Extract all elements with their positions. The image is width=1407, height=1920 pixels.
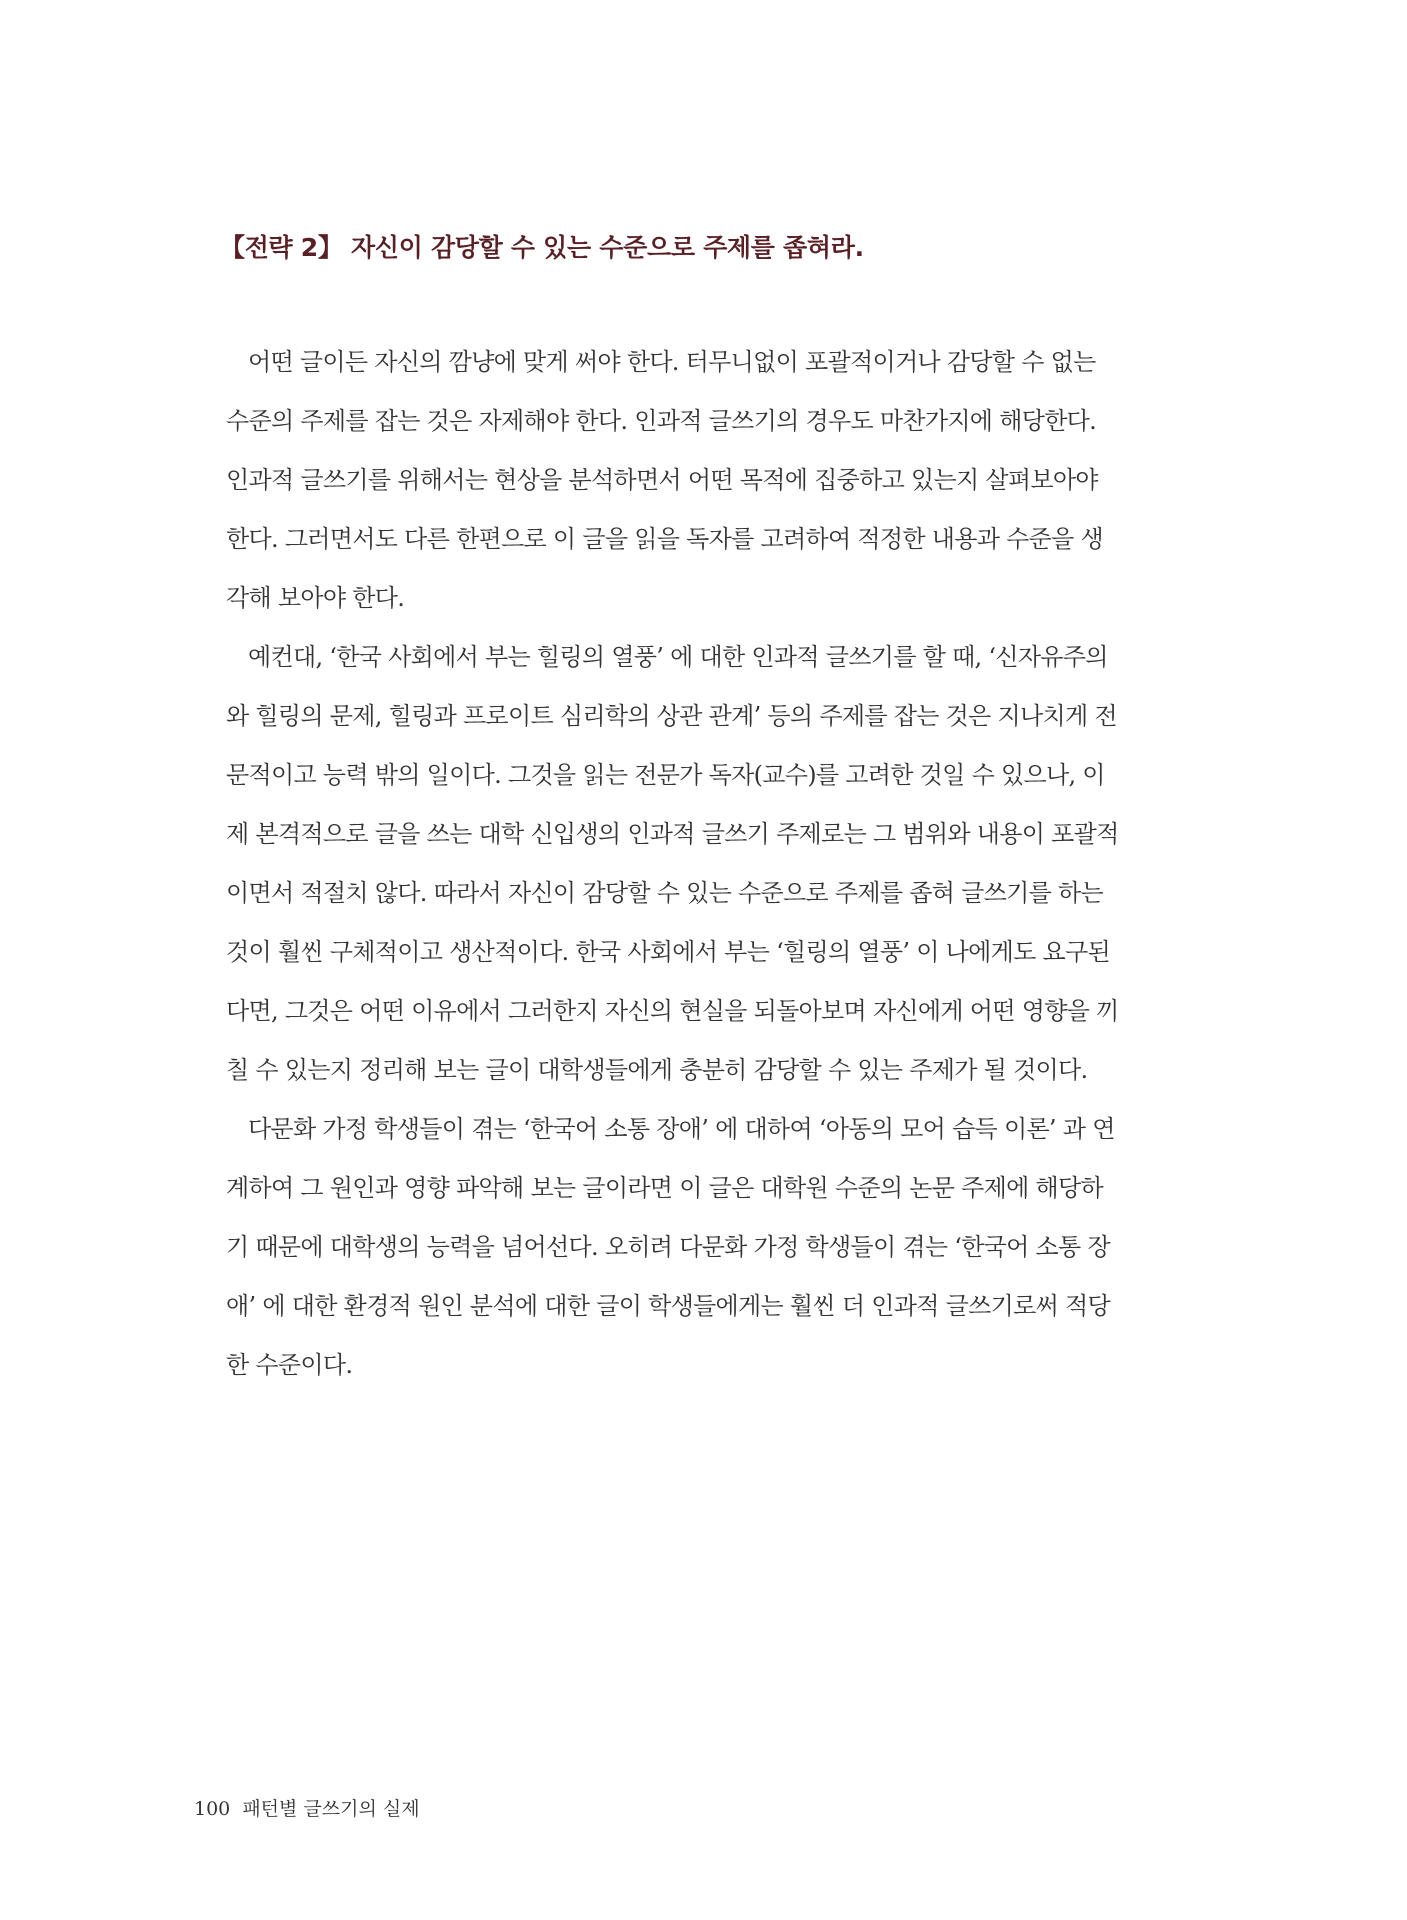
text-line: 와 힐링의 문제, 힐링과 프로이트 심리학의 상관 관계’ 등의 주제를 잡는 것은 지나치게 전 [226,702,1117,730]
text-line: 이면서 적절치 않다. 따라서 자신이 감당할 수 있는 수준으로 주제를 좁혀 글쓰기를 하는 [226,879,1104,907]
paragraph [226,1100,1172,1395]
text-line: 수준의 주제를 잡는 것은 자제해야 한다. 인과적 글쓰기의 경우도 마찬가지에 해당한다. [226,407,1097,435]
text-line: 제 본격적으로 글을 쓰는 대학 신입생의 인과적 글쓰기 주제로는 그 범위와 내용이 포괄적 [226,820,1119,848]
text-line: 애’ 에 대한 환경적 원인 분석에 대한 글이 학생들에게는 훨씬 더 인과적 글쓰기로써 적당 [226,1292,1110,1320]
running-title: 패턴별 글쓰기의 실제 [242,1798,420,1820]
text-line: 다문화 가정 학생들이 겪는 ‘한국어 소통 장애’ 에 대하여 ‘아동의 모어 습득 이론’ 과 연 [248,1115,1115,1143]
text-line: 기 때문에 대학생의 능력을 넘어선다. 오히려 다문화 가정 학생들이 겪는 ‘한국어 소통 장 [226,1233,1110,1261]
text-line: 각해 보아야 한다. [226,584,405,612]
paragraph [226,333,1172,628]
text-line: 문적이고 능력 밖의 일이다. 그것을 읽는 전문가 독자(교수)를 고려한 것일 수 있으나, 이 [226,761,1105,789]
page-number: 100 [194,1798,231,1820]
text-line: 계하여 그 원인과 영향 파악해 보는 글이라면 이 글은 대학원 수준의 논문 주제에 해당하 [226,1174,1104,1202]
text-line: 어떤 글이든 자신의 깜냥에 맞게 써야 한다. 터무니없이 포괄적이거나 감당할 수 없는 [248,348,1096,376]
section-heading: 【전략 2】 자신이 감당할 수 있는 수준으로 주제를 좁혀라. [220,233,864,262]
body-text [226,333,1172,1395]
text-line: 것이 훨씬 구체적이고 생산적이다. 한국 사회에서 부는 ‘힐링의 열풍’ 이 나에게도 요구된 [226,938,1110,966]
text-line: 예컨대, ‘한국 사회에서 부는 힐링의 열풍’ 에 대한 인과적 글쓰기를 할 때, ‘신자유주의 [248,643,1108,671]
text-line: 한다. 그러면서도 다른 한편으로 이 글을 읽을 독자를 고려하여 적정한 내용과 수준을 생 [226,525,1104,553]
text-line: 인과적 글쓰기를 위해서는 현상을 분석하면서 어떤 목적에 집중하고 있는지 살펴보아야 [226,466,1098,494]
text-line: 한 수준이다. [226,1351,353,1379]
paragraph [226,628,1172,1100]
text-line: 다면, 그것은 어떤 이유에서 그러한지 자신의 현실을 되돌아보며 자신에게 어떤 영향을 끼 [226,997,1119,1025]
page-footer [194,1794,420,1821]
text-line: 칠 수 있는지 정리해 보는 글이 대학생들에게 충분히 감당할 수 있는 주제가 될 것이다. [226,1056,1088,1084]
